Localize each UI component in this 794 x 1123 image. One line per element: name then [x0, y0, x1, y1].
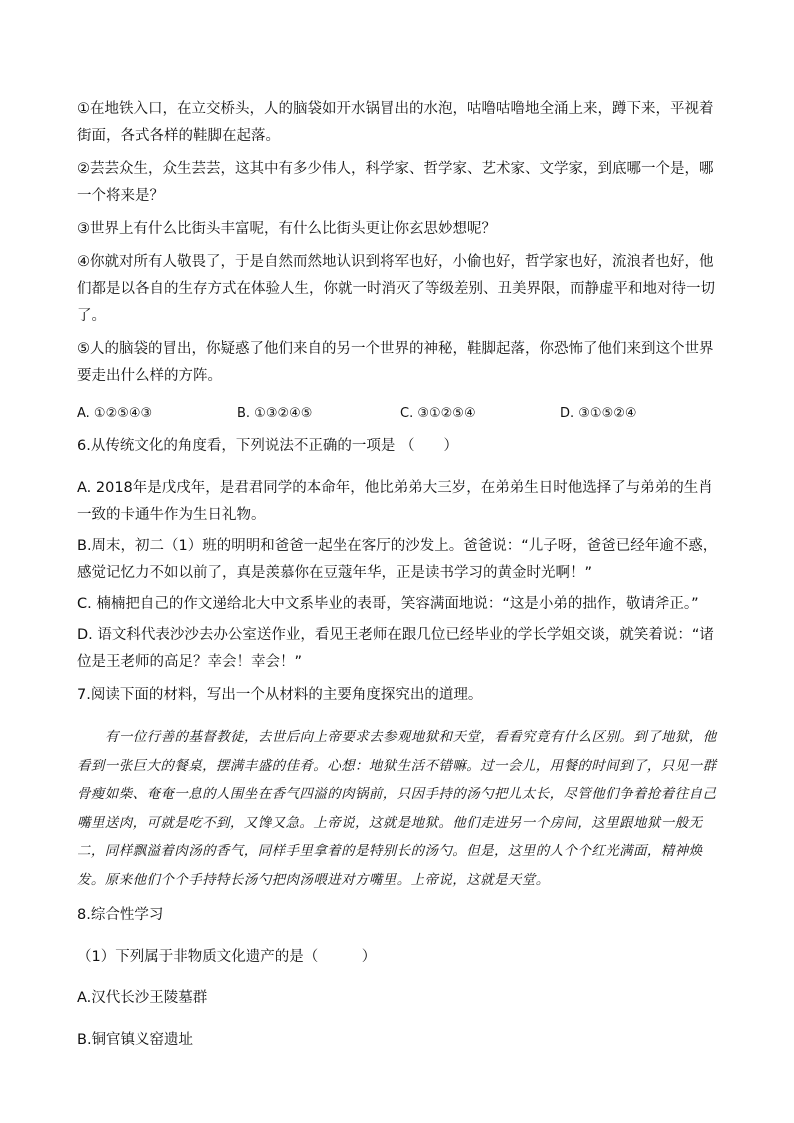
question-6-option-c: C. 楠楠把自己的作文递给北大中文系毕业的表哥，笑容满面地说：“这是小弟的拙作，敬请斧正。” [77, 595, 699, 612]
question-7-stem: 7.阅读下面的材料，写出一个从材料的主要角度探究出的道理。 [77, 686, 483, 703]
question-8-option-a: A.汉代长沙王陵墓群 [77, 990, 208, 1006]
option-c: C. ③①②⑤④ [400, 406, 476, 421]
question-6-option-b: B.周末，初二（1）班的明明和爸爸一起坐在客厅的沙发上。爸爸说：“儿子呀，爸爸已经年逾不惑，感觉记忆力不如以前了，真是羡慕你在豆蔻年华，正是读书学习的黄金时光啊！” [77, 537, 718, 581]
sentence-5: ⑤人的脑袋的冒出，你疑惑了他们来自的另一个世界的神秘，鞋脚起落，你恐怖了他们来到这个世界要走出什么样的方阵。 [77, 341, 714, 384]
option-b: B. ①③②④⑤ [237, 406, 313, 421]
question-8-option-b: B.铜官镇义窑遗址 [77, 1031, 194, 1048]
sentence-4: ④你就对所有人敬畏了，于是自然而然地认识到将军也好，小偷也好，哲学家也好，流浪者也好，他们都是以各自的生存方式在体验人生，你就一时消灭了等级差别、丑美界限，而静虚平和地对待一切了。 [77, 254, 715, 324]
question-8-stem: 8.综合性学习 [77, 907, 164, 923]
question-6-option-d: D. 语文科代表沙沙去办公室送作业，看见王老师在跟几位已经毕业的学长学姐交谈，就笑着说：“诸位是王老师的高足？幸会！幸会！” [77, 626, 714, 670]
document-content [77, 96, 727, 1068]
sentence-1: ①在地铁入口，在立交桥头，人的脑袋如开水锅冒出的水泡，咕噜咕噜地全涌上来，蹲下来，平视着街面，各式各样的鞋脚在起落。 [77, 101, 714, 144]
sentence-3: ③世界上有什么比街头丰富呢，有什么比街头更让你玄思妙想呢？ [77, 221, 496, 237]
option-d: D. ③①⑤②④ [560, 406, 637, 421]
question-7-passage: 有一位行善的基督教徒，去世后向上帝要求去参观地狱和天堂，看看究竟有什么区别。到了地狱，他看到一张巨大的餐桌，摆满丰盛的佳肴。心想：地狱生活不错嘛。过一会儿，用餐的时间到了，只见一群骨瘦如柴、奄奄一息的人围坐在香气四溢的肉锅前，只因手持的汤勺把儿太长，尽管他们争着抢着往自己嘴里送肉，可就是吃不到，又馋又急。上帝说，这就是地狱。他们走进另一个房间，这里跟地狱一般无二，同样飘溢着肉汤的香气，同样手里拿着的是特别长的汤勺。但是，这里的人个个红光满面，精神焕发。原来他们个个手持特长汤勺把肉汤喂进对方嘴里。上帝说，这就是天堂。 [77, 729, 717, 888]
question-5-options [77, 400, 727, 427]
question-6-stem: 6.从传统文化的角度看，下列说法不正确的一项是 （ ） [77, 438, 458, 454]
question-8-sub-1: （1）下列属于非物质文化遗产的是（ ） [77, 948, 377, 965]
question-6-option-a: A. 2018年是戊戌年，是君君同学的本命年，他比弟弟大三岁，在弟弟生日时他选择了与弟弟的生肖一致的卡通牛作为生日礼物。 [77, 479, 713, 523]
option-a: A. ①②⑤④③ [77, 406, 153, 421]
sentence-2: ②芸芸众生，众生芸芸，这其中有多少伟人，科学家、哲学家、艺术家、文学家，到底哪一个是，哪一个将来是？ [77, 161, 714, 204]
